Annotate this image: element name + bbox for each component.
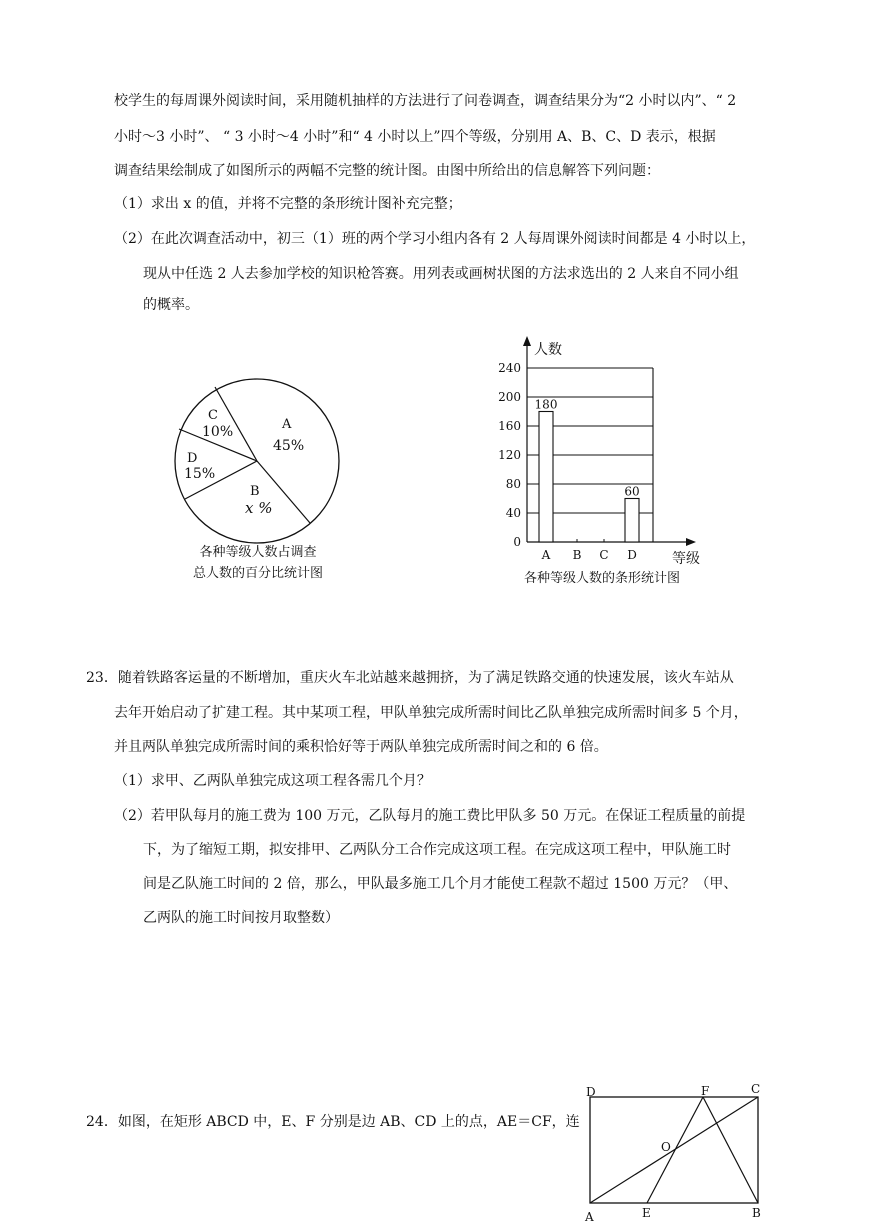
text-line: 并且两队单独完成所需时间的乘积恰好等于两队单独完成所需时间之和的 6 倍。 xyxy=(114,739,608,755)
slice-letter-a: A xyxy=(282,417,292,432)
point-e-label: E xyxy=(642,1206,651,1220)
vertex-d-label: D xyxy=(586,1085,596,1099)
y-tick-label: 80 xyxy=(505,477,521,491)
question-1: （1）求出 x 的值，并将不完整的条形统计图补充完整； xyxy=(114,196,462,212)
y-axis-arrow xyxy=(523,336,531,346)
vertex-b-label: B xyxy=(752,1206,761,1220)
segment-ef xyxy=(647,1097,703,1203)
question-1: （1）求甲、乙两队单独完成这项工程各需几个月？ xyxy=(114,773,431,789)
slice-letter-b: B xyxy=(250,484,260,499)
bar-data-label: 180 xyxy=(534,397,558,412)
y-tick-label: 200 xyxy=(498,390,521,404)
x-tick-label: A xyxy=(541,548,551,562)
text-line: 间是乙队施工时间的 2 倍，那么，甲队最多施工几个月才能使工程款不超过 1500 万元？（甲、 xyxy=(143,876,738,892)
x-axis-label: 等级 xyxy=(672,551,700,567)
slice-pct-d: 15% xyxy=(184,466,216,482)
bar-chart xyxy=(490,330,720,592)
vertex-a-label: A xyxy=(585,1210,594,1224)
pie-caption-line1: 各种等级人数占调查 xyxy=(199,545,317,560)
text-line: 下，为了缩短工期，拟安排甲、乙两队分工合作完成这项工程。在完成这项工程中，甲队施工时 xyxy=(143,842,731,858)
text-line: 的概率。 xyxy=(143,297,199,313)
y-axis-label: 人数 xyxy=(534,342,562,358)
y-tick-label: 160 xyxy=(498,419,521,433)
slice-letter-c: C xyxy=(208,408,218,423)
segment-fb xyxy=(703,1097,758,1203)
point-o-label: O xyxy=(661,1140,671,1154)
text-line: 调查结果绘制成了如图所示的两幅不完整的统计图。由图中所给出的信息解答下列问题： xyxy=(114,163,660,179)
slice-letter-d: D xyxy=(187,451,198,466)
question-2: （2）若甲队每月的施工费为 100 万元，乙队每月的施工费比甲队多 50 万元。在保证工程质量的前提 xyxy=(114,808,746,824)
slice-pct-a: 45% xyxy=(273,438,305,454)
slice-pct-c: 10% xyxy=(202,424,234,440)
rectangle-figure xyxy=(575,1080,775,1228)
text-line: 乙两队的施工时间按月取整数） xyxy=(143,910,339,926)
text-line: 23．随着铁路客运量的不断增加，重庆火车北站越来越拥挤，为了满足铁路交通的快速发展，该火车站从 xyxy=(86,670,734,686)
x-tick-label: B xyxy=(572,548,582,562)
question-2: （2）在此次调查活动中，初三（1）班的两个学习小组内各有 2 人每周课外阅读时间都是 4 小时以上， xyxy=(114,231,756,247)
vertex-f-label: F xyxy=(701,1084,710,1098)
x-tick-label: D xyxy=(627,548,637,562)
slice-pct-b: x % xyxy=(245,499,273,517)
y-tick-label: 0 xyxy=(513,535,521,549)
x-tick-label: C xyxy=(599,548,609,562)
bar-data-label: 60 xyxy=(624,484,640,499)
x-axis-arrow xyxy=(686,538,696,546)
bar xyxy=(539,412,553,543)
text-line: 现从中任选 2 人去参加学校的知识枪答赛。用列表或画树状图的方法求选出的 2 人来自不同小组 xyxy=(143,266,739,282)
y-tick-label: 120 xyxy=(498,448,521,462)
bar-chart-title: 各种等级人数的条形统计图 xyxy=(523,571,681,586)
pie-chart xyxy=(160,370,400,600)
segment-ac xyxy=(590,1097,758,1203)
pie-caption-line2: 总人数的百分比统计图 xyxy=(192,566,324,581)
y-tick-label: 40 xyxy=(505,506,521,520)
text-line: 小时～3 小时”、 “ 3 小时～4 小时”和“ 4 小时以上”四个等级，分别用 A、B、C、D 表示，根据 xyxy=(114,129,716,145)
y-tick-label: 240 xyxy=(498,361,521,375)
bar xyxy=(625,499,639,543)
vertex-c-label: C xyxy=(751,1082,761,1096)
text-line: 去年开始启动了扩建工程。其中某项工程，甲队单独完成所需时间比乙队单独完成所需时间多 5 个月， xyxy=(114,705,748,721)
problem-24-text: 24．如图，在矩形 ABCD 中，E、F 分别是边 AB、CD 上的点，AE＝CF，连 xyxy=(86,1114,580,1130)
text-line: 校学生的每周课外阅读时间，采用随机抽样的方法进行了问卷调查，调查结果分为“2 小时以内”、“ 2 xyxy=(114,93,737,109)
